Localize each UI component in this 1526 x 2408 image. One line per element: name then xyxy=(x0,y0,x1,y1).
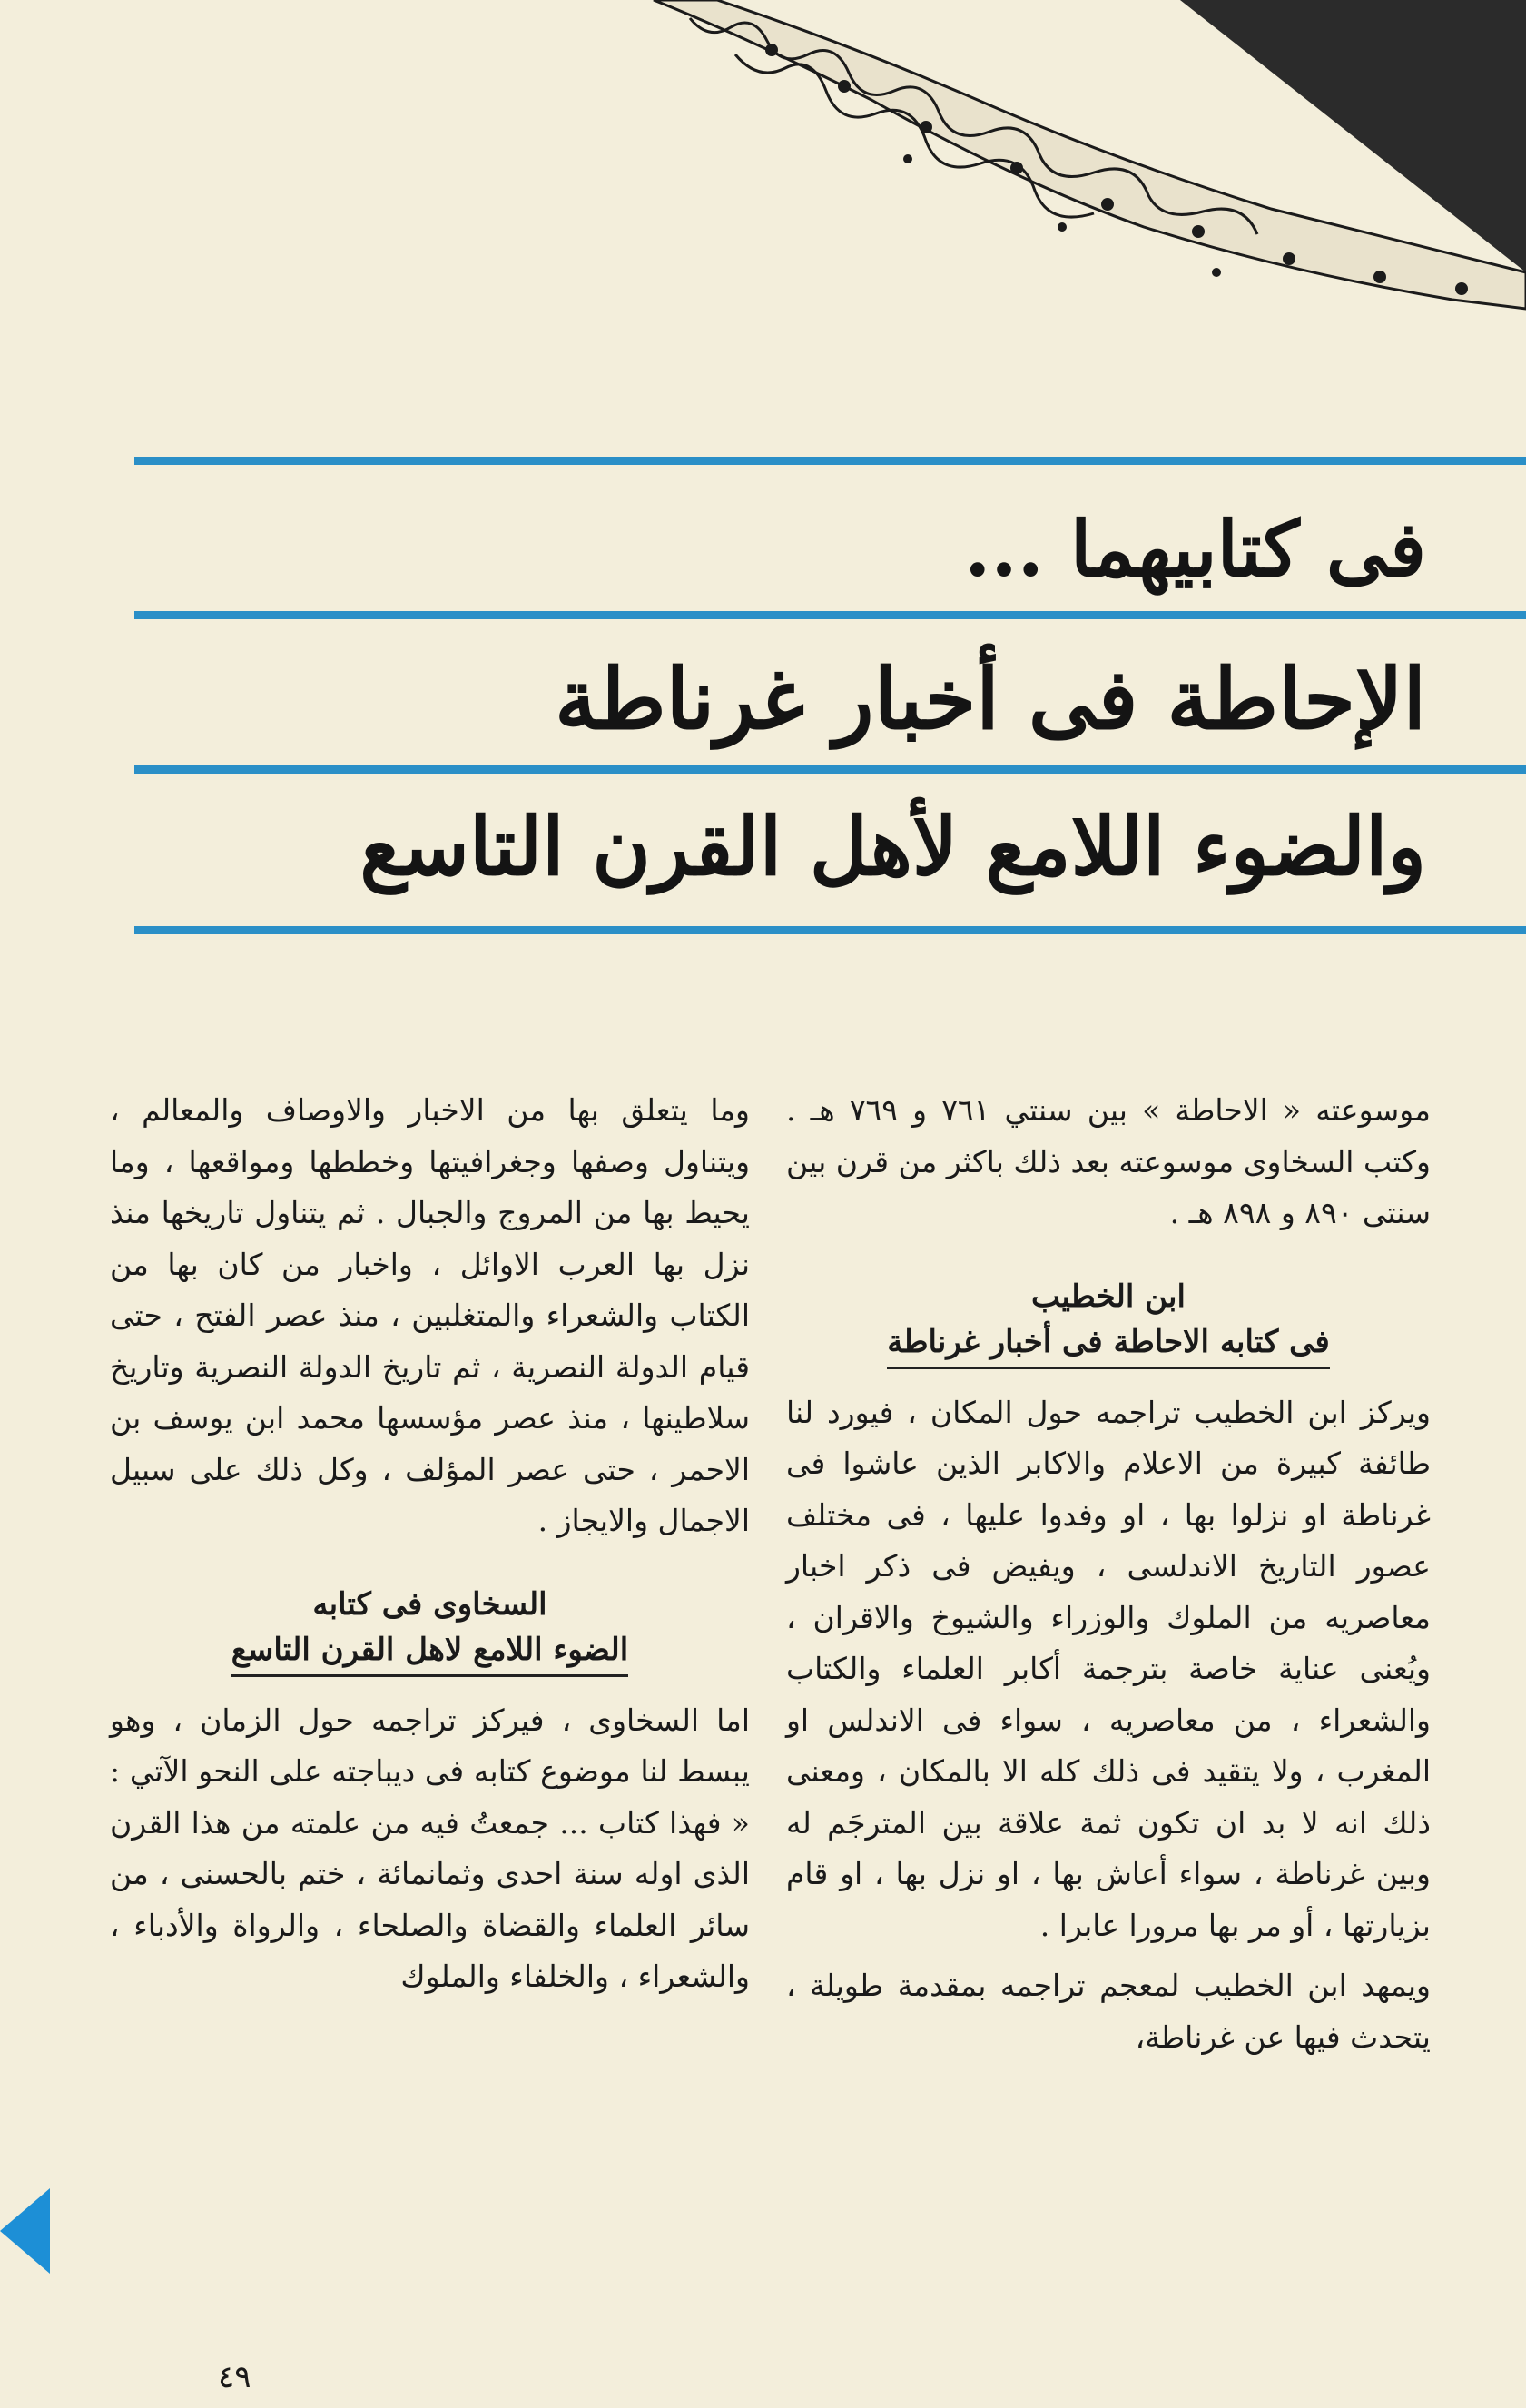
right-subheading-line2: فى كتابه الاحاطة فى أخبار غرناطة xyxy=(887,1319,1330,1369)
title-rule-2 xyxy=(134,611,1526,619)
right-paragraph-1: ويركز ابن الخطيب تراجمه حول المكان ، فيورد لنا طائفة كبيرة من الاعلام والاكابر الذين عاشوا فى غرناطة او نزلوا بها ، او وفدوا عليها ، فى مختلف عصور التاريخ الاندلسى ، ويفيض فى ذكر اخبار معاصريه من الملوك والوزراء والشيوخ والاقران ، ويُعنى عناية خاصة بترجمة أكابر العلماء والكتاب والشعراء ، من معاصريه ، سواء فى الاندلس او المغرب ، ولا يتقيد فى ذلك كله الا بالمكان ، ومعنى ذلك انه لا بد ان تكون ثمة علاقة بين المترجَم له وبين غرناطة ، سواء أعاش بها ، او نزل بها ، او قام بزيارتها ، أو مر بها مرورا عابرا . xyxy=(786,1394,1431,1943)
title-rule-3 xyxy=(134,765,1526,774)
title-rule-bottom xyxy=(134,926,1526,934)
title-line-3: والضوء اللامع لأهل القرن التاسع xyxy=(359,799,1426,893)
title-line-1: فى كتابيهما ... xyxy=(964,504,1426,594)
title-rule-top xyxy=(134,457,1526,465)
arabesque-ornament xyxy=(635,0,1526,345)
left-subheading-line1: السخاوى فى كتابه xyxy=(312,1585,547,1623)
right-intro-paragraph: موسوعته « الاحاطة » بين سنتي ٧٦١ و ٧٦٩ هـ . وكتب السخاوى موسوعته بعد ذلك باكثر من قرن بين سنتى ٨٩٠ و ٨٩٨ هـ . xyxy=(786,1092,1431,1230)
left-paragraph-2: اما السخاوى ، فيركز تراجمه حول الزمان ، وهو يبسط لنا موضوع كتابه فى ديباجته على النحو الآتي : « فهذا كتاب ... جمعتُ فيه من علمته من هذا القرن الذى اوله سنة احدى وثمانمائة ، ختم بالحسنى ، من سائر العلماء والقضاة والصلحاء ، والرواة والأدباء ، والشعراء ، والخلفاء والملوك xyxy=(110,1702,750,1994)
right-column xyxy=(786,1085,1431,2072)
left-paragraph-1: وما يتعلق بها من الاخبار والاوصاف والمعالم ، ويتناول وصفها وجغرافيتها وخططها ومواقعها ، وما يحيط بها من المروج والجبال . ثم يتناول تاريخها منذ نزل بها العرب الاوائل ، واخبار من كان بها من الكتاب والشعراء والمتغلبين ، منذ عصر الفتح ، حتى قيام الدولة النصرية ، ثم تاريخ الدولة النصرية وتاريخ سلاطينها ، منذ عصر مؤسسها محمد ابن يوسف بن الاحمر ، حتى عصر المؤلف ، وكل ذلك على سبيل الاجمال والايجاز . xyxy=(110,1092,750,1538)
page-number: ٤٩ xyxy=(218,2359,251,2395)
triangle-marker-icon xyxy=(0,2188,50,2274)
right-subheading xyxy=(786,1274,1431,1369)
right-paragraph-2: ويمهد ابن الخطيب لمعجم تراجمه بمقدمة طويلة ، يتحدث فيها عن غرناطة، xyxy=(786,1968,1431,2055)
title-line-2: الإحاطة فى أخبار غرناطة xyxy=(555,650,1426,748)
left-column xyxy=(110,1085,750,2012)
left-subheading-line2: الضوء اللامع لاهل القرن التاسع xyxy=(231,1627,628,1677)
right-subheading-line1: ابن الخطيب xyxy=(1031,1278,1186,1315)
left-subheading xyxy=(110,1582,750,1677)
